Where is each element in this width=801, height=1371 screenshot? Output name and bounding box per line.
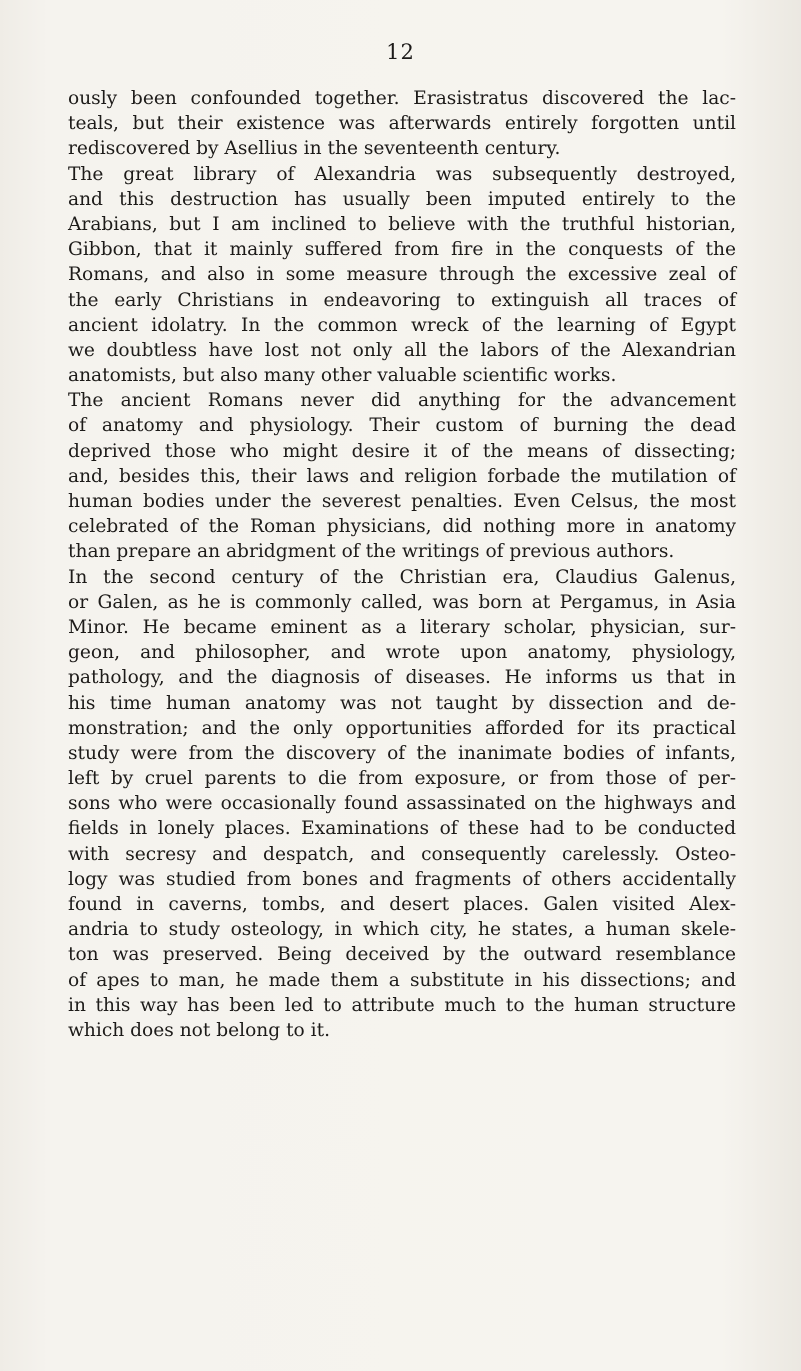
text-line: Minor. He became eminent as a literary scholar, physician, sur-: [68, 616, 736, 638]
text-line: geon, and philosopher, and wrote upon anatomy, physiology,: [68, 642, 736, 664]
text-line: of apes to man, he made them a substitute in his dissections; and: [68, 969, 736, 991]
text-line: anatomists, but also many other valuable scientific works.: [68, 365, 617, 387]
text-line: monstration; and the only opportunities afforded for its practical: [68, 717, 736, 739]
text-line: with secresy and despatch, and consequently carelessly. Osteo-: [68, 843, 736, 865]
text-line: found in caverns, tombs, and desert places. Galen visited Alex-: [68, 894, 736, 915]
text-line: the early Christians in endeavoring to extinguish all traces of: [68, 289, 736, 311]
text-line: left by cruel parents to die from exposure, or from those of per-: [68, 768, 736, 790]
text-line: The great library of Alexandria was subsequently destroyed,: [68, 163, 736, 185]
text-line: which does not belong to it.: [68, 1019, 330, 1041]
text-line: andria to study osteology, in which city, he states, a human skele-: [68, 919, 736, 941]
text-line: and, besides this, their laws and religion forbade the mutilation of: [68, 465, 736, 487]
text-line: his time human anatomy was not taught by dissection and de-: [68, 692, 736, 714]
text-line: sons who were occasionally found assassinated on the highways and: [68, 793, 736, 815]
text-line: Gibbon, that it mainly suffered from fire in the conquests of the: [68, 239, 736, 261]
text-line: we doubtless have lost not only all the labors of the Alexandrian: [68, 339, 736, 361]
text-line: deprived those who might desire it of the means of dissecting;: [68, 440, 736, 462]
text-line: The ancient Romans never did anything for the advancement: [68, 390, 736, 412]
text-line: ancient idolatry. In the common wreck of the learning of Egypt: [68, 314, 736, 336]
text-line: than prepare an abridgment of the writings of previous authors.: [68, 541, 675, 563]
text-line: ton was preserved. Being deceived by the outward resemblance: [68, 944, 736, 966]
text-line: Romans, and also in some measure through the excessive zeal of: [68, 264, 736, 286]
text-line: rediscovered by Asellius in the seventeenth century.: [68, 138, 561, 160]
text-line: or Galen, as he is commonly called, was born at Pergamus, in Asia: [68, 591, 736, 613]
body-text: [68, 86, 736, 1043]
text-line: and this destruction has usually been imputed entirely to the: [68, 188, 736, 210]
text-line: human bodies under the severest penalties. Even Celsus, the most: [68, 491, 736, 512]
text-line: study were from the discovery of the inanimate bodies of infants,: [68, 742, 736, 764]
text-line: pathology, and the diagnosis of diseases. He informs us that in: [68, 667, 736, 689]
text-line: Arabians, but I am inclined to believe with the truthful historian,: [68, 213, 736, 235]
text-line: of anatomy and physiology. Their custom of burning the dead: [68, 415, 736, 437]
text-line: teals, but their existence was afterwards entirely forgotten until: [68, 113, 736, 135]
text-line: ously been confounded together. Erasistratus discovered the lac-: [68, 88, 736, 109]
text-line: logy was studied from bones and fragments of others accidentally: [68, 868, 736, 890]
text-line: In the second century of the Christian era, Claudius Galenus,: [68, 566, 736, 588]
page-number: 12: [386, 40, 415, 64]
text-line: celebrated of the Roman physicians, did nothing more in anatomy: [68, 516, 736, 538]
text-line: in this way has been led to attribute much to the human structure: [68, 994, 736, 1016]
text-line: fields in lonely places. Examinations of these had to be conducted: [68, 818, 736, 840]
